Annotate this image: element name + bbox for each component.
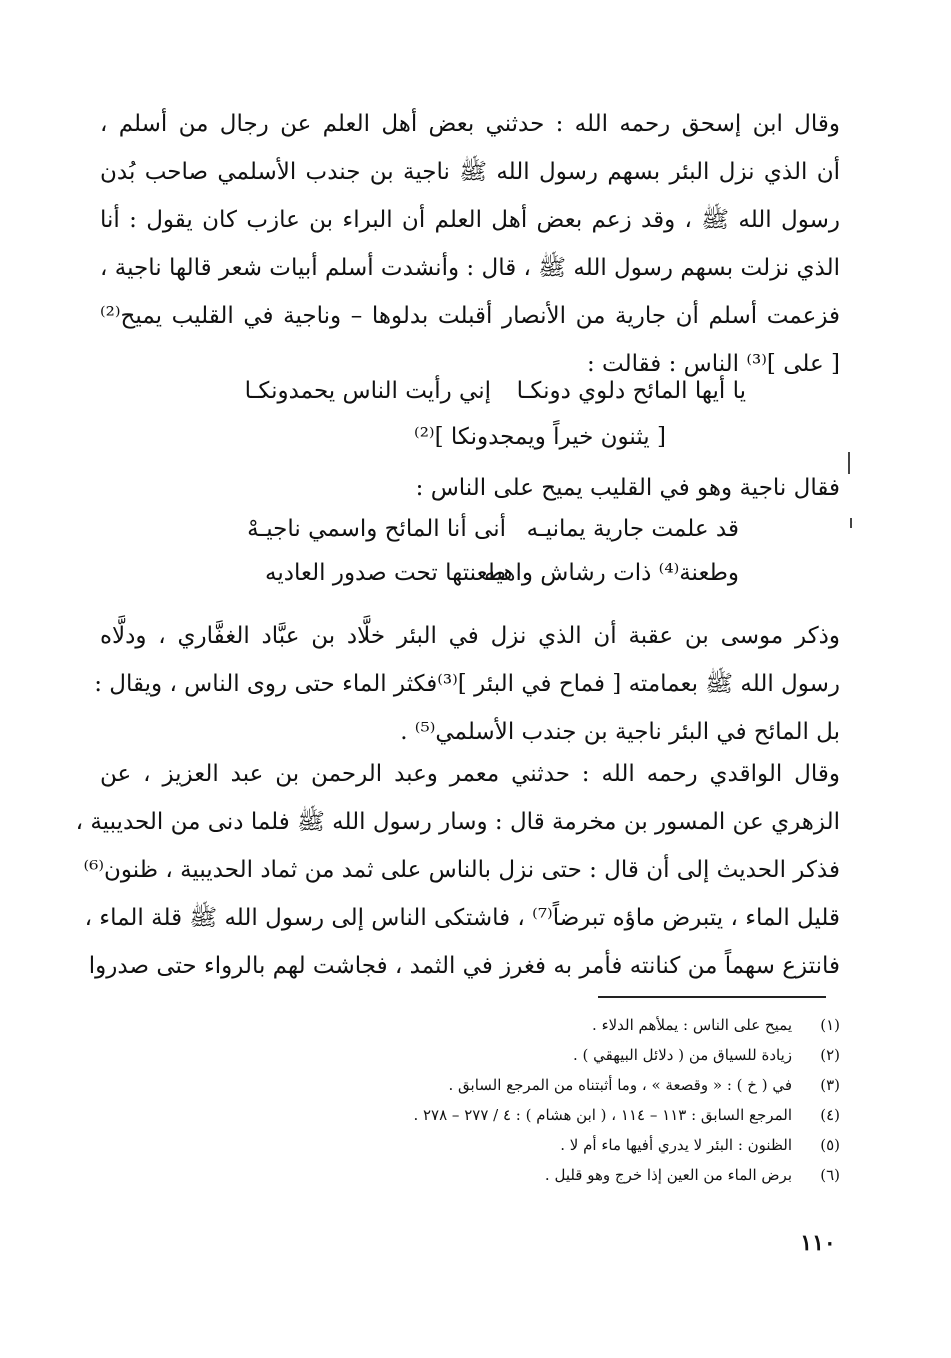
text-line: بل المائح في البئر ناجية بن جندب الأسلمي⁽⁵⁾ . xyxy=(400,719,840,745)
scan-mark xyxy=(850,518,852,528)
text-line: وقال الواقدي رحمه الله : حدثني معمر وعبد الرحمن بن عبد العزيز ، عن xyxy=(100,761,840,787)
verse-2-line-1-right: قد علمت جارية يمانيـه xyxy=(526,516,739,542)
text-line: وقال ابن إسحق رحمه الله : حدثني بعض أهل العلم عن رجال من أسلم ، xyxy=(100,111,840,137)
text-line: رسول الله ﷺ ، وقد زعم بعض أهل العلم أن البراء بن عازب كان يقول : أنا xyxy=(100,207,840,233)
footnote-separator xyxy=(598,996,826,998)
page-number: ١١٠ xyxy=(800,1230,836,1256)
footnote xyxy=(250,1130,840,1160)
paragraph-1 xyxy=(100,100,840,388)
footnote-number: (٦) xyxy=(820,1166,840,1184)
text-line: رسول الله ﷺ بعمامته [ فماح في البئر ]⁽³⁾فكثر الماء حتى روى الناس ، ويقال : xyxy=(94,671,840,697)
footnote xyxy=(250,1160,840,1190)
footnote-text: المرجع السابق : ١١٣ – ١١٤ ، ( ابن هشام ) : ٤ / ٢٧٧ – ٢٧٨ . xyxy=(413,1106,792,1124)
text-line: فزعمت أسلم أن جارية من الأنصار أقبلت بدلوها – وناجية في القليب يميح⁽²⁾ xyxy=(100,303,840,329)
verse-2-line-2-right: وطعنة⁽⁴⁾ ذات رشاش واهيه xyxy=(484,560,739,586)
footnote xyxy=(250,1010,840,1040)
verse-1-right-hemistich: يا أيها المائح دلوي دونكـا xyxy=(516,378,746,404)
footnote-number: (١) xyxy=(820,1016,840,1034)
footnotes xyxy=(250,1010,840,1190)
paragraph-3 xyxy=(94,612,840,756)
footnote-text: يميح على الناس : يملأهم الدلاء . xyxy=(592,1016,792,1034)
verse-2-line-1-left: أنى أنا المائح واسمي ناجيـهْ xyxy=(247,516,506,542)
verse-1-continuation: [ يثنون خيراً ويمجدونكا ]⁽²⁾ xyxy=(414,424,666,450)
footnote-text: زيادة للسياق من ( دلائل البيهقي ) . xyxy=(572,1046,792,1064)
text-line: فذكر الحديث إلى أن قال : حتى نزل بالناس على ثمد من ثماد الحديبية ، ظنون⁽⁶⁾ xyxy=(83,857,840,883)
text-line: فانتزع سهماً من كنانته فأمر به فغرز في الثمد ، فجاشت لهم بالرواء حتى صدروا xyxy=(88,953,840,979)
footnote xyxy=(250,1070,840,1100)
text-line: وذكر موسى بن عقبة أن الذي نزل في البئر خلَّاد بن عبَّاد الغفَّاري ، ودلَّاه xyxy=(100,623,840,649)
footnote-text: الظنون : البئر لا يدري أفيها ماء أم لا . xyxy=(560,1136,792,1154)
text-line: الزهري عن المسور بن مخرمة قال : وسار رسول الله ﷺ فلما دنى من الحديبية ، xyxy=(75,809,840,835)
text-line: أن الذي نزل البئر بسهم رسول الله ﷺ ناجية بن جندب الأسلمي صاحب بُدن xyxy=(100,159,840,185)
footnote-number: (٥) xyxy=(820,1136,840,1154)
text-line: قليل الماء ، يتبرض ماؤه تبرضاً⁽⁷⁾ ، فاشتكى الناس إلى رسول الله ﷺ قلة الماء ، xyxy=(84,905,840,931)
footnote-text: في ( خ ) : « وقصعة » ، وما أثبتناه من المرجع السابق . xyxy=(448,1076,792,1094)
footnote-text: برض الماء من العين إذا خرج وهو قليل . xyxy=(544,1166,792,1184)
footnote-number: (٢) xyxy=(820,1046,840,1064)
paragraph-4 xyxy=(75,750,840,990)
footnote xyxy=(250,1040,840,1070)
scan-mark xyxy=(848,452,850,474)
footnote-number: (٣) xyxy=(820,1076,840,1094)
footnote-number: (٤) xyxy=(820,1106,840,1124)
text-line: فقال ناجية وهو في القليب يميح على الناس : xyxy=(415,475,840,501)
verse-2-line-2-left: طعنتها تحت صدور العاديه xyxy=(265,560,506,586)
verse-1-left-hemistich: إني رأيت الناس يحمدونكـا xyxy=(244,378,491,404)
text-line: الذي نزلت بسهم رسول الله ﷺ ، قال : وأنشدت أسلم أبيات شعر قالها ناجية ، xyxy=(100,255,840,281)
footnote xyxy=(250,1100,840,1130)
paragraph-2 xyxy=(100,464,840,512)
text-line: [ على ]⁽³⁾ الناس : فقالت : xyxy=(586,351,840,377)
